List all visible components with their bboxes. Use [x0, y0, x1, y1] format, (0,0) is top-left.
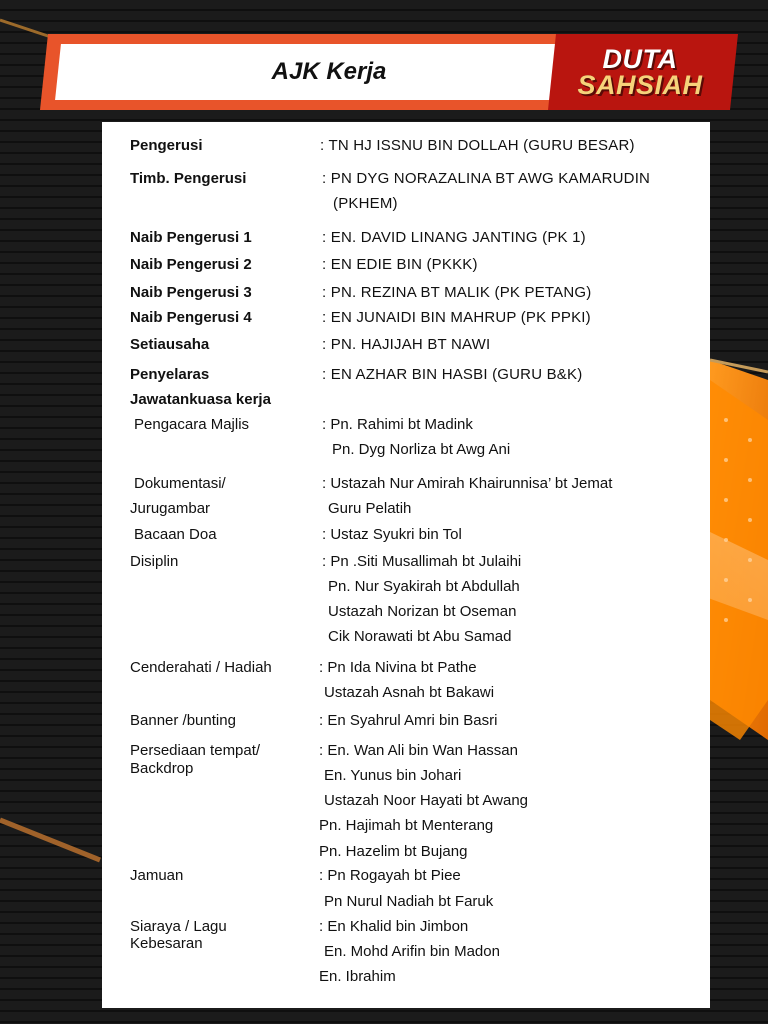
row-value-timb-pengerusi: : PN DYG NORAZALINA BT AWG KAMARUDIN: [322, 170, 651, 187]
row-value-naib-1: : EN. DAVID LINANG JANTING (PK 1): [322, 229, 586, 246]
row-label-naib-2: Naib Pengerusi 2: [130, 256, 252, 273]
row-value-naib-2: : EN EDIE BIN (PKKK): [322, 256, 478, 273]
page-title: AJK Kerja: [271, 58, 387, 85]
row-label-naib-3: Naib Pengerusi 3: [130, 284, 252, 301]
row-label-bacaan-doa: Bacaan Doa: [134, 526, 217, 543]
row-label-dokumentasi-1: Dokumentasi/: [134, 475, 226, 492]
row-value-disiplin-2: Pn. Nur Syakirah bt Abdullah: [328, 578, 520, 595]
row-value-pengerusi: : TN HJ ISSNU BIN DOLLAH (GURU BESAR): [320, 137, 635, 154]
row-value-siaraya-3: En. Ibrahim: [319, 968, 396, 985]
row-value-dokumentasi-1: : Ustazah Nur Amirah Khairunnisa’ bt Jemat: [322, 475, 613, 492]
row-label-persediaan-1: Persediaan tempat/: [130, 742, 261, 759]
row-value-disiplin-1: : Pn .Siti Musallimah bt Julaihi: [322, 553, 522, 570]
row-value-dokumentasi-2: Guru Pelatih: [328, 500, 412, 517]
row-label-jamuan: Jamuan: [130, 867, 184, 884]
row-value-jamuan-1: : Pn Rogayah bt Piee: [319, 867, 461, 884]
row-label-disiplin: Disiplin: [130, 553, 179, 570]
brand-logo-text: [552, 40, 728, 104]
row-value-disiplin-3: Ustazah Norizan bt Oseman: [328, 603, 517, 620]
row-label-penyelaras: Penyelaras: [130, 366, 210, 383]
row-label-pengacara: Pengacara Majlis: [134, 416, 250, 433]
brand-line-2: SAHSIAH: [577, 70, 703, 100]
row-value-cenderahati-2: Ustazah Asnah bt Bakawi: [324, 684, 495, 701]
row-value-cenderahati-1: : Pn Ida Nivina bt Pathe: [319, 659, 477, 676]
brand-line-1: DUTA: [602, 44, 678, 74]
row-value-setiausaha: : PN. HAJIJAH BT NAWI: [322, 336, 491, 353]
row-value-pengacara-1: : Pn. Rahimi bt Madink: [322, 416, 473, 433]
row-value-persediaan-4: Pn. Hajimah bt Menterang: [319, 817, 494, 834]
row-value-naib-3: : PN. REZINA BT MALIK (PK PETANG): [322, 284, 592, 301]
row-label-dokumentasi-2: Jurugambar: [130, 500, 211, 517]
row-value-penyelaras: : EN AZHAR BIN HASBI (GURU B&K): [322, 366, 583, 383]
row-value-persediaan-3: Ustazah Noor Hayati bt Awang: [324, 792, 529, 809]
row-value-disiplin-4: Cik Norawati bt Abu Samad: [328, 628, 512, 645]
row-value-timb-pengerusi-2: (PKHEM): [333, 195, 398, 212]
row-label-naib-1: Naib Pengerusi 1: [130, 229, 252, 246]
row-label-setiausaha: Setiausaha: [130, 336, 210, 353]
row-label-persediaan-2: Backdrop: [130, 760, 194, 777]
row-value-pengacara-2: Pn. Dyg Norliza bt Awg Ani: [332, 441, 511, 458]
row-value-jamuan-2: Pn Nurul Nadiah bt Faruk: [324, 893, 494, 910]
row-value-persediaan-5: Pn. Hazelim bt Bujang: [319, 843, 468, 860]
row-value-persediaan-1: : En. Wan Ali bin Wan Hassan: [319, 742, 518, 759]
row-label-naib-4: Naib Pengerusi 4: [130, 309, 252, 326]
row-value-bacaan-doa: : Ustaz Syukri bin Tol: [322, 526, 462, 543]
row-value-persediaan-2: En. Yunus bin Johari: [324, 767, 462, 784]
row-label-siaraya-2: Kebesaran: [130, 935, 203, 952]
row-label-pengerusi: Pengerusi: [130, 137, 203, 154]
row-label-siaraya-1: Siaraya / Lagu: [130, 918, 227, 935]
row-value-banner: : En Syahrul Amri bin Basri: [319, 712, 498, 729]
row-value-naib-4: : EN JUNAIDI BIN MAHRUP (PK PPKI): [322, 309, 591, 326]
row-label-timb-pengerusi: Timb. Pengerusi: [130, 170, 247, 187]
row-value-siaraya-1: : En Khalid bin Jimbon: [319, 918, 469, 935]
row-value-siaraya-2: En. Mohd Arifin bin Madon: [324, 943, 500, 960]
row-label-banner: Banner /bunting: [130, 712, 236, 729]
section-heading-jawatankuasa: Jawatankuasa kerja: [130, 391, 271, 408]
row-label-cenderahati: Cenderahati / Hadiah: [130, 659, 272, 676]
